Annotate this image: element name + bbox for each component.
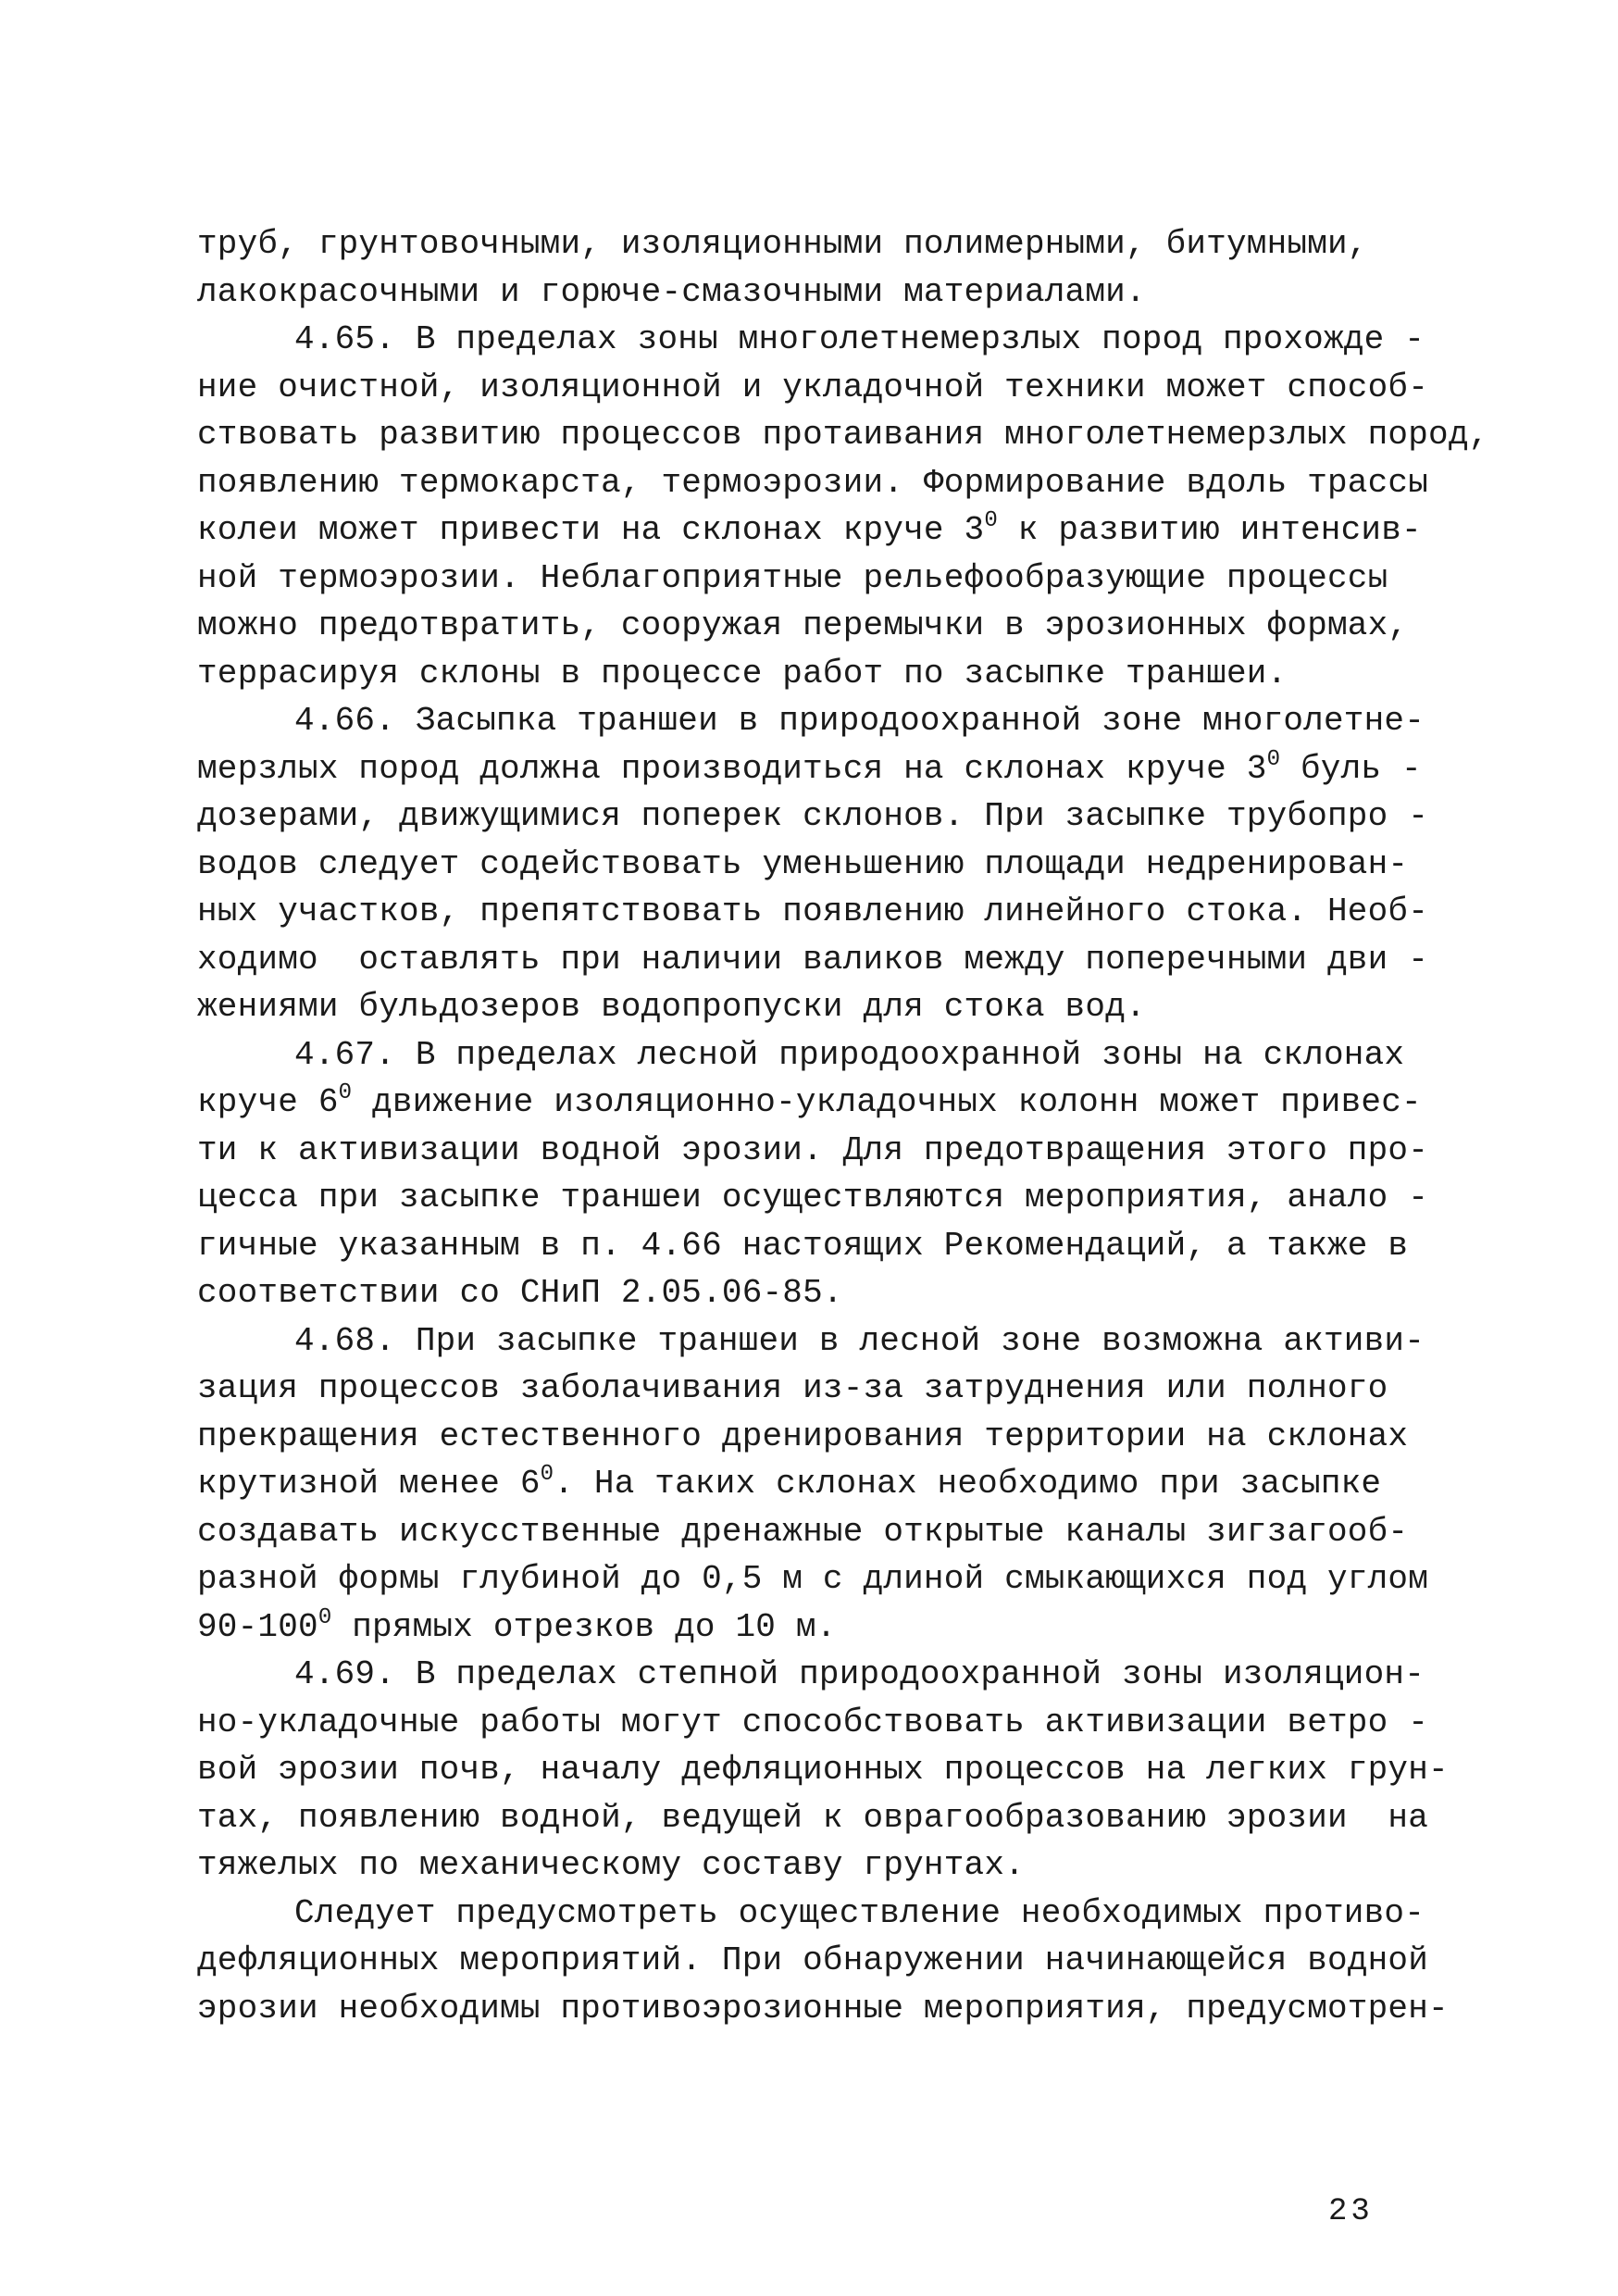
degree-superscript: 0 bbox=[317, 1604, 332, 1630]
para-continuation bbox=[197, 220, 1419, 316]
para-4-65 bbox=[197, 316, 1489, 697]
text-line: создавать искусственные дренажные открытые каналы зигзагооб- bbox=[197, 1512, 1409, 1551]
text-line: ходимо оставлять при наличии валиков между поперечными дви - bbox=[197, 940, 1429, 979]
para-4-68 bbox=[197, 1317, 1429, 1652]
text-line: тяжелых по механическому составу грунтах. bbox=[197, 1846, 1025, 1884]
text-line: колеи может привести на склонах круче $3^0$ к развитию интенсив- bbox=[197, 508, 1422, 549]
text-line: цесса при засыпке траншеи осуществляются мероприятия, анало - bbox=[197, 1179, 1429, 1217]
text-line: водов следует содействовать уменьшению площади недренирован- bbox=[197, 844, 1409, 883]
text-line: дозерами, движущимися поперек склонов. При засыпке трубопро - bbox=[197, 797, 1429, 835]
text-line: мерзлых пород должна производиться на склонах круче $3^0$ буль - bbox=[197, 746, 1422, 788]
text-line: но-укладочные работы могут способствовать активизации ветро - bbox=[197, 1703, 1429, 1741]
text-line: ствовать развитию процессов протаивания многолетнемерзлых пород, bbox=[197, 416, 1489, 454]
text-line: ных участков, препятствовать появлению линейного стока. Необ- bbox=[197, 892, 1429, 930]
text-line: 4.69. В пределах степной природоохранной зоны изоляцион- bbox=[294, 1655, 1425, 1693]
para-closing bbox=[197, 1890, 1449, 2033]
text-line: крутизной менее $6^0$. На таких склонах необходимо при засыпке bbox=[197, 1462, 1382, 1503]
text-line: эрозии необходимы противоэрозионные мероприятия, предусмотрен- bbox=[197, 1989, 1449, 2028]
para-4-66 bbox=[197, 697, 1429, 1031]
text-line: ной термоэрозии. Неблагоприятные рельефообразующие процессы bbox=[197, 558, 1388, 597]
para-4-69 bbox=[197, 1651, 1449, 1890]
text-line: лакокрасочными и горюче-смазочными материалами. bbox=[197, 272, 1146, 311]
text-line: можно предотвратить, сооружая перемычки в эрозионных формах, bbox=[197, 606, 1409, 644]
text-line: тах, появлению водной, ведущей к оврагообразованию эрозии на bbox=[197, 1798, 1429, 1837]
text-line: круче $6^0$ движение изоляционно-укладочных колонн может привес- bbox=[197, 1080, 1422, 1121]
text-line: ние очистной, изоляционной и укладочной техники может способ- bbox=[197, 368, 1429, 406]
degree-superscript: 0 bbox=[984, 508, 998, 533]
text-line: разной формы глубиной до 0,5 м с длиной смыкающихся под углом bbox=[197, 1560, 1429, 1598]
text-line: 4.66. Засыпка траншеи в природоохранной зоне многолетне- bbox=[294, 702, 1425, 740]
degree-superscript: 0 bbox=[540, 1462, 554, 1487]
text-line: жениями бульдозеров водопропуски для стока вод. bbox=[197, 988, 1146, 1026]
degree-superscript: 0 bbox=[338, 1080, 353, 1105]
text-line: 4.65. В пределах зоны многолетнемерзлых пород прохожде - bbox=[294, 320, 1425, 358]
document-body bbox=[197, 220, 1489, 2032]
text-line: террасируя склоны в процессе работ по засыпке траншеи. bbox=[197, 654, 1288, 693]
page-number: 23 bbox=[1328, 2194, 1374, 2229]
text-line: зация процессов заболачивания из-за затруднения или полного bbox=[197, 1369, 1388, 1407]
text-line: 4.67. В пределах лесной природоохранной зоны на склонах bbox=[294, 1035, 1405, 1074]
text-line: 4.68. При засыпке траншеи в лесной зоне возможна активи- bbox=[294, 1321, 1425, 1360]
text-line: ти к активизации водной эрозии. Для предотвращения этого про- bbox=[197, 1130, 1429, 1169]
degree-superscript: 0 bbox=[1266, 746, 1281, 772]
text-line: появлению термокарста, термоэрозии. Формирование вдоль трассы bbox=[197, 463, 1429, 502]
text-line: гичные указанным в п. 4.66 настоящих Рекомендаций, а также в bbox=[197, 1226, 1409, 1265]
text-line: прекращения естественного дренирования территории на склонах bbox=[197, 1416, 1409, 1455]
text-line: дефляционных мероприятий. При обнаружении начинающейся водной bbox=[197, 1941, 1429, 1979]
text-line: $90-100^0$ прямых отрезков до 10 м. bbox=[197, 1604, 837, 1646]
text-line: Следует предусмотреть осуществление необходимых противо- bbox=[294, 1893, 1425, 1932]
text-line: вой эрозии почв, началу дефляционных процессов на легких грун- bbox=[197, 1751, 1449, 1789]
text-line: соответствии со СНиП 2.05.06-85. bbox=[197, 1274, 843, 1312]
text-line: труб, грунтовочными, изоляционными полимерными, битумными, bbox=[197, 225, 1368, 263]
para-4-67 bbox=[197, 1031, 1429, 1317]
